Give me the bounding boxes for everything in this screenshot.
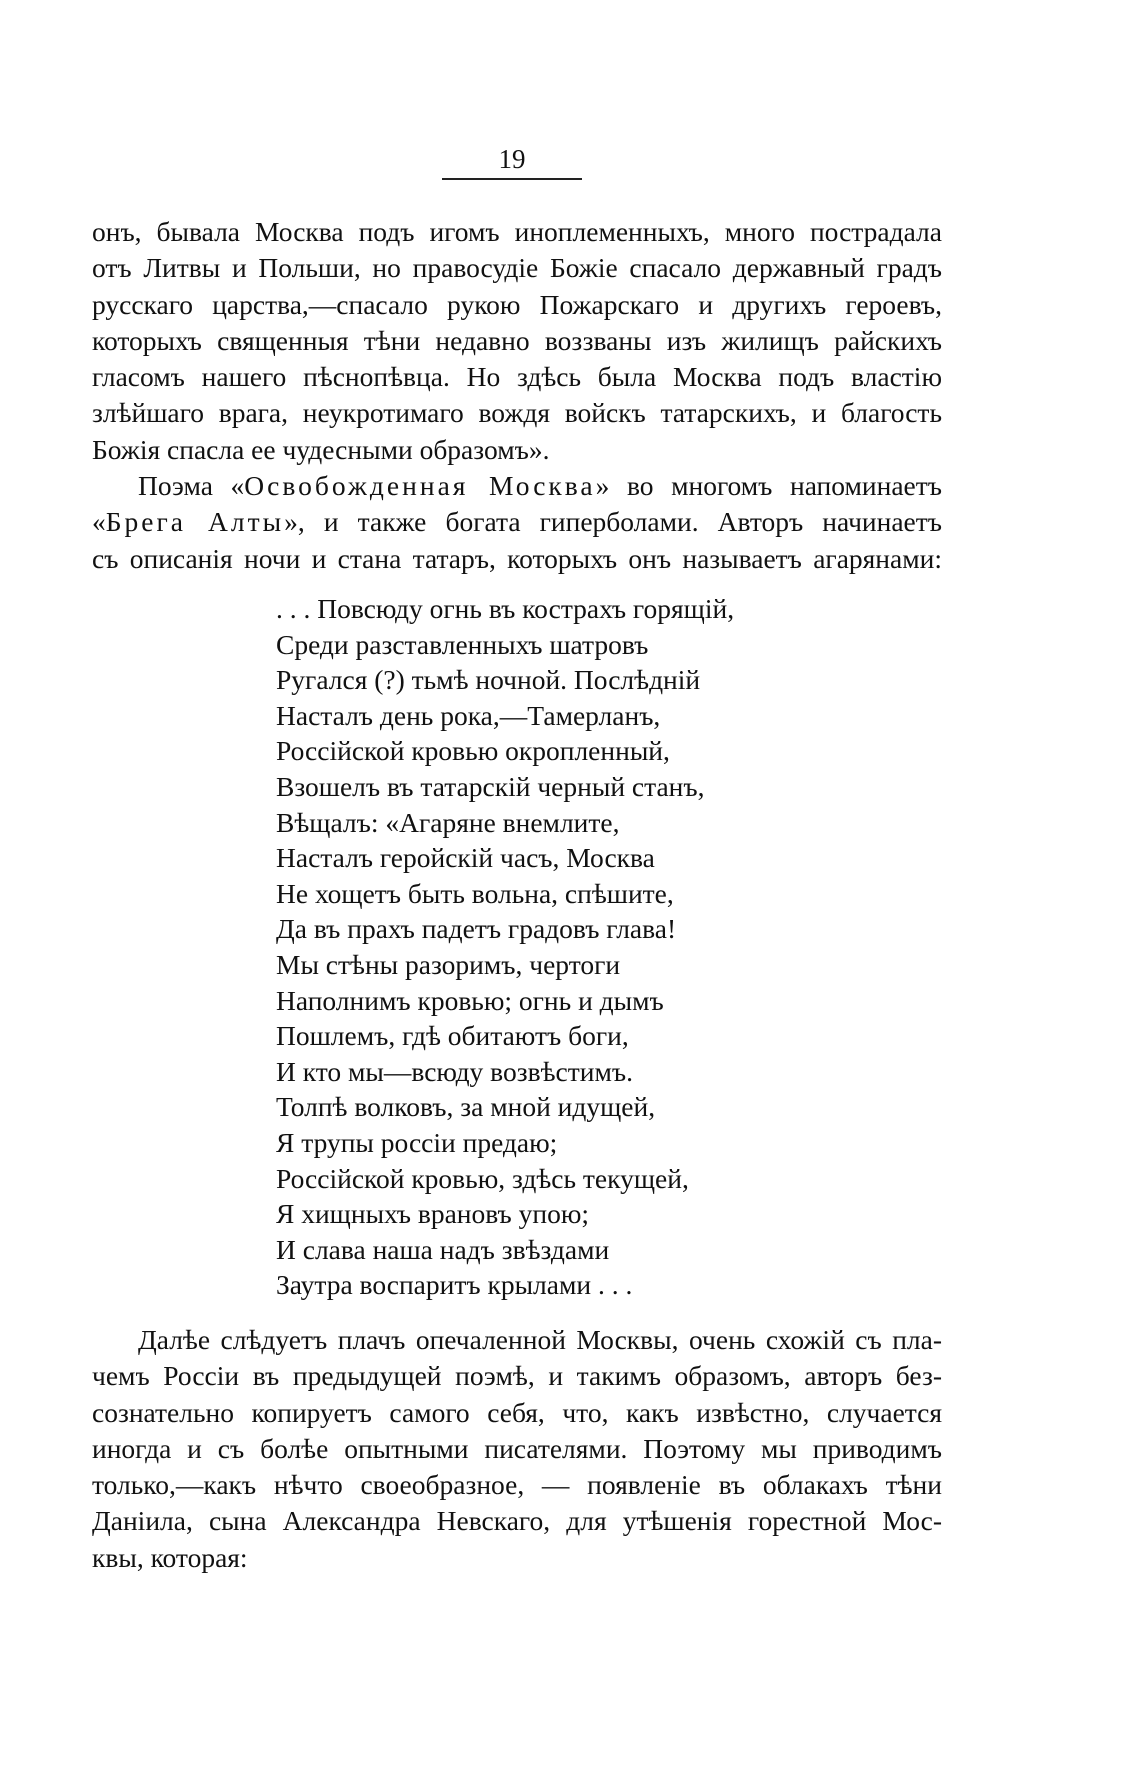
- text-line: сознательно копируетъ самого себя, что, какъ извѣстно, случается: [92, 1396, 942, 1428]
- verse-line: Наполнимъ кровью; огнь и дымъ: [276, 984, 664, 1016]
- verse-line: Россійской кровью окропленный,: [276, 735, 670, 767]
- verse-line: Вѣщалъ: «Агаряне внемлите,: [276, 806, 620, 838]
- verse-line: И слава наша надъ звѣздами: [276, 1233, 610, 1265]
- paragraph-2-line-2: [92, 504, 942, 540]
- text-line: только,—какъ нѣчто своеобразное, — появленіе въ облакахъ тѣни: [92, 1469, 942, 1501]
- text-fragment: » во многомъ напоминаетъ: [595, 470, 942, 502]
- verse-line: Россійской кровью, здѣсь текущей,: [276, 1162, 689, 1194]
- text-line: которыхъ священныя тѣни недавно воззваны изъ жилищъ райскихъ: [92, 324, 942, 356]
- text-line: русскаго царства,—спасало рукою Пожарскаго и другихъ героевъ,: [92, 288, 942, 320]
- page-header: [442, 144, 582, 180]
- text-line: Далѣе слѣдуетъ плачъ опечаленной Москвы, очень схожій съ пла-: [138, 1324, 942, 1355]
- verse-line: Насталъ день рока,—Тамерланъ,: [276, 699, 661, 731]
- verse-line: Мы стѣны разоримъ, чертоги: [276, 948, 621, 980]
- text-fragment: «: [92, 506, 106, 538]
- text-line: гласомъ нашего пѣснопѣвца. Но здѣсь была Москва подъ властію: [92, 361, 942, 393]
- page-number-rule: [442, 178, 582, 180]
- verse-line: Насталъ геройскій часъ, Москва: [276, 842, 655, 874]
- verse-line: . . . Повсюду огнь въ кострахъ горящій,: [276, 593, 735, 624]
- text-line: онъ, бывала Москва подъ игомъ иноплеменныхъ, много пострадала: [92, 216, 942, 247]
- text-line: злѣйшаго врага, неукротимаго вождя войскъ татарскихъ, и благость: [92, 397, 942, 429]
- text-line: чемъ Россіи въ предыдущей поэмѣ, и такимъ образомъ, авторъ без-: [92, 1360, 942, 1392]
- verse-line: Ругался (?) тьмѣ ночной. Послѣдній: [276, 664, 701, 696]
- verse-line: Я хищныхъ врановъ упою;: [276, 1198, 590, 1230]
- verse-line: И кто мы—всюду возвѣстимъ.: [276, 1055, 633, 1087]
- text-line: Божія спасла ее чудесными образомъ».: [92, 433, 550, 465]
- verse-line: Не хощетъ быть вольна, спѣшите,: [276, 877, 674, 909]
- verse-line: Среди разставленныхъ шатровъ: [276, 628, 649, 660]
- verse-line: Да въ прахъ падетъ градовъ глава!: [276, 913, 677, 945]
- paragraph-2-line-3: съ описанія ночи и стана татаръ, которыхъ онъ называетъ агарянами:: [92, 542, 942, 574]
- verse-line: Я трупы россіи предаю;: [276, 1126, 558, 1158]
- verse-line: Пошлемъ, гдѣ обитаютъ боги,: [276, 1020, 629, 1052]
- paragraph-2-line-1: [92, 468, 942, 504]
- text-line: Даніила, сына Александра Невскаго, для утѣшенія горестной Мос-: [92, 1505, 942, 1537]
- poem-title: Освобожденная Москва: [244, 470, 596, 502]
- paragraph-3: [92, 1322, 942, 1576]
- text-line: квы, которая:: [92, 1541, 248, 1573]
- text-line: иногда и съ болѣе опытными писателями. Поэтому мы приводимъ: [92, 1432, 942, 1464]
- verse-line: Заутра воспаритъ крылами . . .: [276, 1269, 633, 1301]
- page-number: 19: [498, 144, 526, 174]
- text-line: отъ Литвы и Польши, но правосудіе Божіе спасало державный градъ: [92, 252, 942, 284]
- poem-title: Брега Алты: [105, 506, 285, 538]
- text-fragment: Поэма «: [138, 470, 245, 502]
- verse-line: Толпѣ волковъ, за мной идущей,: [276, 1091, 656, 1123]
- verse-line: Взошелъ въ татарскій черный станъ,: [276, 770, 705, 802]
- text-fragment: », и также богата гиперболами. Авторъ начинаетъ: [284, 506, 943, 538]
- verse-quotation: [276, 591, 734, 1303]
- paragraph-1: [92, 214, 942, 577]
